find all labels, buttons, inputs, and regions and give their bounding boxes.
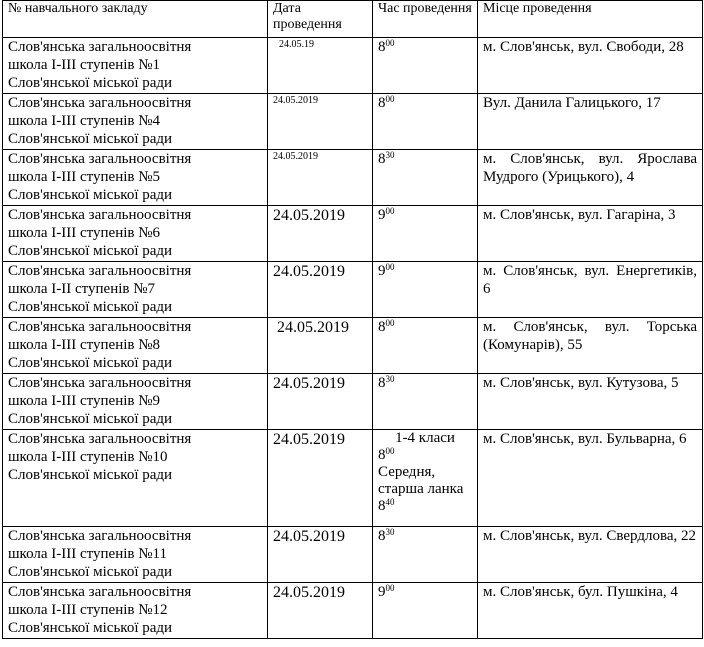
table-row [3, 374, 703, 430]
schedule-table [2, 0, 703, 639]
table-row [3, 262, 703, 318]
time-hour: 8 [378, 447, 386, 463]
time-min: 00 [385, 206, 395, 216]
time-cell [373, 94, 478, 150]
place-cell: м. Слов'янськ, вул. Свободи, 28 [478, 38, 703, 94]
time-hour: 9 [378, 207, 386, 223]
school-cell [3, 430, 268, 527]
time-min: 00 [385, 583, 395, 593]
time-cell [373, 150, 478, 206]
table-row [3, 38, 703, 94]
school-cell [3, 583, 268, 639]
time-cell [373, 583, 478, 639]
place-cell: м. Слов'янськ, вул. Бульварна, 6 [478, 430, 703, 527]
time-cell [373, 206, 478, 262]
table-row [3, 150, 703, 206]
date-cell: 24.05.2019 [268, 262, 373, 318]
time-cell [373, 38, 478, 94]
school-cell [3, 318, 268, 374]
table-row [3, 430, 703, 527]
school-line: Слов'янської міської ради [8, 467, 173, 483]
place-cell: м. Слов'янськ, бул. Пушкіна, 4 [478, 583, 703, 639]
header-school: № навчального закладу [3, 1, 268, 38]
place-cell: Вул. Данила Галицького, 17 [478, 94, 703, 150]
school-line: школа І-ІІІ ступенів №4 [8, 113, 161, 129]
date-cell: 24.05.2019 [268, 583, 373, 639]
time-min: 40 [385, 497, 395, 507]
time-group-label: Середня, старша ланка [378, 464, 464, 497]
school-line: Слов'янська загальноосвітня [8, 375, 192, 391]
school-line: школа І-ІІ ступенів №7 [8, 281, 156, 297]
date-cell: 24.05.19 [268, 38, 373, 94]
school-line: школа І-ІІІ ступенів №6 [8, 225, 161, 241]
school-line: школа І-ІІІ ступенів №10 [8, 449, 168, 465]
school-line: Слов'янська загальноосвітня [8, 95, 192, 111]
school-line: Слов'янської міської ради [8, 620, 173, 636]
time-hour: 8 [378, 319, 386, 335]
school-line: Слов'янська загальноосвітня [8, 263, 192, 279]
time-min: 30 [385, 150, 395, 160]
school-line: Слов'янської міської ради [8, 564, 173, 580]
time-cell [373, 318, 478, 374]
time-min: 00 [385, 446, 395, 456]
header-time: Час проведення [373, 1, 478, 38]
school-cell [3, 262, 268, 318]
school-line: Слов'янської міської ради [8, 355, 173, 371]
school-cell [3, 527, 268, 583]
school-line: Слов'янської міської ради [8, 243, 173, 259]
table-row [3, 527, 703, 583]
place-cell: м. Слов'янськ, вул. Кутузова, 5 [478, 374, 703, 430]
school-line: Слов'янської міської ради [8, 131, 173, 147]
place-cell: м. Слов'янськ, вул. Гагаріна, 3 [478, 206, 703, 262]
school-line: школа І-ІІІ ступенів №8 [8, 337, 161, 353]
school-line: школа І-ІІІ ступенів №1 [8, 57, 161, 73]
time-cell [373, 527, 478, 583]
date-cell: 24.05.2019 [268, 318, 373, 374]
school-line: Слов'янська загальноосвітня [8, 39, 192, 55]
place-cell: м. Слов'янськ, вул. Ярослава Мудрого (Урицького), 4 [478, 150, 703, 206]
time-hour: 8 [378, 151, 386, 167]
date-cell: 24.05.2019 [268, 206, 373, 262]
time-cell [373, 262, 478, 318]
time-hour: 8 [378, 39, 386, 55]
school-line: школа І-ІІІ ступенів №11 [8, 546, 167, 562]
school-cell [3, 150, 268, 206]
time-min: 00 [385, 94, 395, 104]
school-line: школа І-ІІІ ступенів №12 [8, 602, 168, 618]
time-group-label: 1-4 класи [395, 430, 455, 446]
time-cell [373, 430, 478, 527]
table-row [3, 206, 703, 262]
header-date: Дата проведення [268, 1, 373, 38]
school-line: Слов'янська загальноосвітня [8, 319, 192, 335]
school-cell [3, 374, 268, 430]
date-cell: 24.05.2019 [268, 94, 373, 150]
school-line: Слов'янської міської ради [8, 411, 173, 427]
place-cell: м. Слов'янськ, вул. Свердлова, 22 [478, 527, 703, 583]
date-cell: 24.05.2019 [268, 150, 373, 206]
table-row [3, 94, 703, 150]
time-cell [373, 374, 478, 430]
time-hour: 9 [378, 584, 386, 600]
school-line: Слов'янської міської ради [8, 299, 173, 315]
time-hour: 8 [378, 95, 386, 111]
table-row [3, 583, 703, 639]
school-line: Слов'янська загальноосвітня [8, 207, 192, 223]
school-line: Слов'янської міської ради [8, 187, 173, 203]
school-line: Слов'янської міської ради [8, 75, 173, 91]
date-cell: 24.05.2019 [268, 374, 373, 430]
school-line: Слов'янська загальноосвітня [8, 528, 192, 544]
school-line: Слов'янська загальноосвітня [8, 584, 192, 600]
time-hour: 8 [378, 528, 386, 544]
place-cell: м. Слов'янськ, вул. Торська (Комунарів), 55 [478, 318, 703, 374]
time-min: 30 [385, 527, 395, 537]
time-hour: 8 [378, 498, 386, 514]
school-cell [3, 206, 268, 262]
school-line: школа І-ІІІ ступенів №5 [8, 169, 161, 185]
time-hour: 9 [378, 263, 386, 279]
header-place: Місце проведення [478, 1, 703, 38]
date-cell: 24.05.2019 [268, 430, 373, 527]
school-line: Слов'янська загальноосвітня [8, 151, 192, 167]
time-min: 00 [385, 38, 395, 48]
time-min: 30 [385, 374, 395, 384]
place-cell: м. Слов'янськ, вул. Енергетиків, 6 [478, 262, 703, 318]
time-min: 00 [385, 318, 395, 328]
date-cell: 24.05.2019 [268, 527, 373, 583]
school-line: Слов'янська загальноосвітня [8, 431, 192, 447]
school-cell [3, 38, 268, 94]
time-min: 00 [385, 262, 395, 272]
header-row [3, 1, 703, 38]
school-line: школа І-ІІІ ступенів №9 [8, 393, 161, 409]
table-row [3, 318, 703, 374]
school-cell [3, 94, 268, 150]
time-hour: 8 [378, 375, 386, 391]
